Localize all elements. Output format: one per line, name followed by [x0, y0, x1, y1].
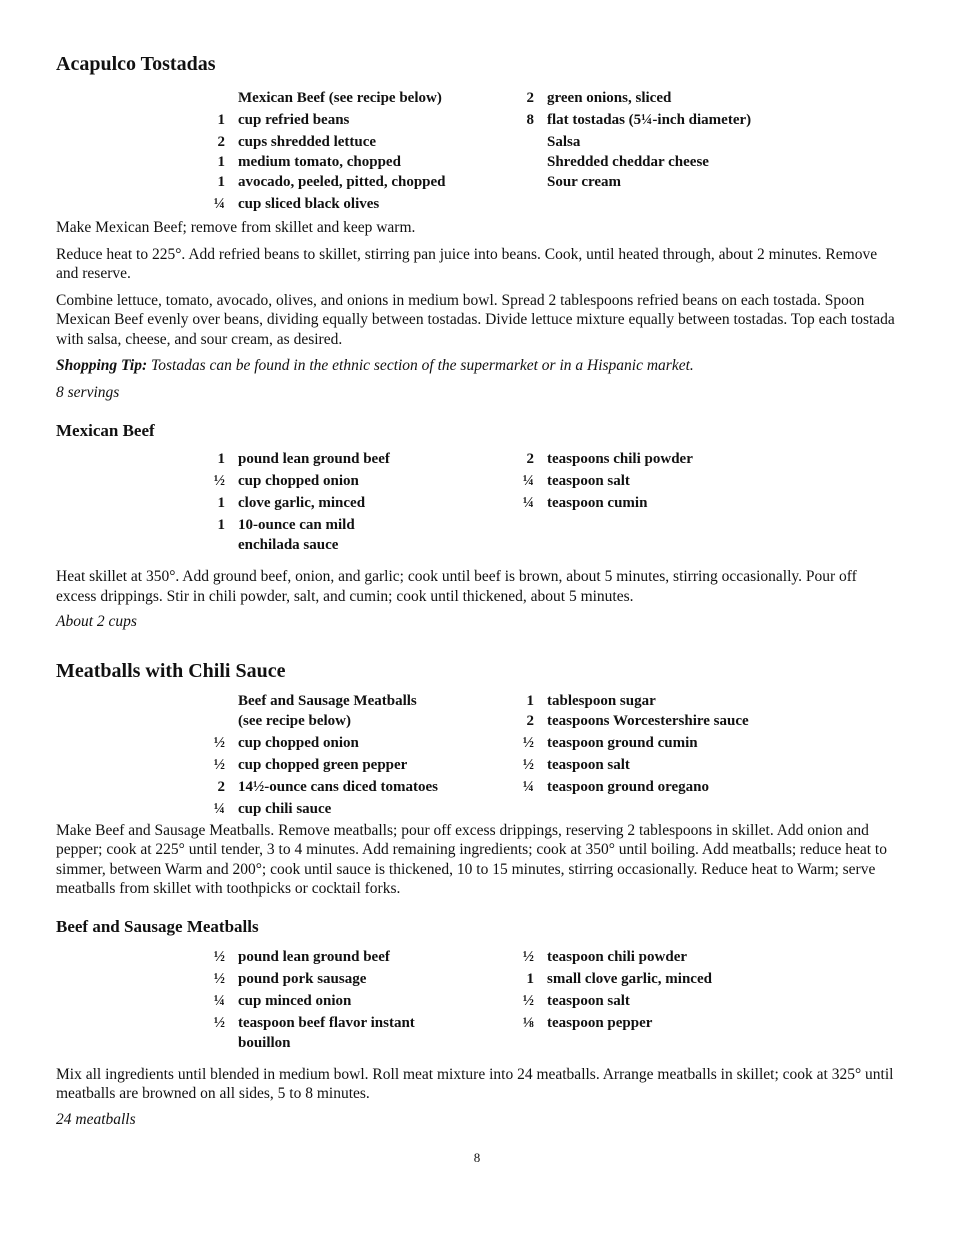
instruction-paragraph: Mix all ingredients until blended in medium bowl. Roll meat mixture into 24 meatballs. Arrange meatballs in skillet; cook at 325° until meatballs are browned on all sides, 5 to 8 minutes.: [56, 1065, 894, 1102]
ingredient-qty: ¼: [522, 495, 534, 511]
ingredient-text: cup chopped green pepper: [238, 756, 408, 773]
ingredient-qty: ¼: [522, 778, 534, 795]
ingredient-qty: [206, 691, 238, 731]
recipe-yield: About 2 cups: [56, 613, 137, 630]
ingredient-qty: ½: [213, 756, 225, 773]
ingredient-text: teaspoon ground cumin: [547, 734, 698, 751]
ingredient-qty: ½: [213, 970, 225, 987]
ingredient-text: teaspoon pepper: [547, 1014, 653, 1031]
ingredient-row: [206, 493, 515, 513]
ingredient-qty: ½: [522, 948, 534, 965]
ingredient-qty: ½: [213, 473, 225, 489]
recipe-title: Beef and Sausage Meatballs: [56, 916, 259, 936]
instruction-paragraph: Make Mexican Beef; remove from skillet and keep warm.: [56, 219, 416, 236]
ingredient-qty: 1: [526, 970, 534, 987]
ingredient-text: teaspoon beef flavor instant bouillon: [238, 1014, 415, 1051]
ingredient-qty: ¼: [213, 800, 225, 817]
ingredient-text: pound lean ground beef: [238, 948, 390, 965]
ingredient-qty: 1: [217, 517, 225, 533]
ingredient-qty: 1: [217, 174, 225, 190]
ingredient-row: [515, 88, 824, 108]
ingredient-row: [206, 88, 515, 108]
ingredient-text: Shredded cheddar cheese: [547, 154, 709, 170]
ingredient-row: [206, 449, 515, 469]
ingredient-text: cup chili sauce: [238, 800, 332, 817]
ingredient-qty: ½: [213, 734, 225, 751]
ingredient-qty: ½: [522, 756, 534, 773]
ingredient-row: [515, 1013, 824, 1033]
ingredient-row: [206, 799, 515, 819]
ingredient-text: flat tostadas (5¼-inch diameter): [547, 112, 752, 128]
ingredient-row: [206, 691, 515, 731]
ingredient-row: [206, 471, 515, 491]
recipe-title: Acapulco Tostadas: [56, 53, 216, 75]
recipe-title: Mexican Beef: [56, 421, 155, 440]
ingredient-text: clove garlic, minced: [238, 495, 366, 511]
ingredient-row: [206, 110, 515, 130]
ingredient-text: 14½-ounce cans diced tomatoes: [238, 778, 438, 795]
ingredient-text: teaspoon salt: [547, 473, 630, 489]
ingredient-row: [515, 172, 824, 192]
recipe-page: [56, 50, 898, 1129]
ingredient-qty: ¼: [213, 196, 225, 212]
ingredient-row: [206, 172, 515, 192]
ingredient-qty: [515, 152, 547, 172]
ingredient-text: teaspoon cumin: [547, 495, 648, 511]
ingredient-text: Salsa: [547, 134, 581, 150]
ingredient-qty: 2: [526, 90, 534, 106]
ingredient-text: cup refried beans: [238, 112, 350, 128]
page-number: 8: [473, 1150, 481, 1165]
ingredient-row: [206, 132, 515, 152]
ingredient-qty: 2: [526, 451, 534, 467]
ingredient-qty: [515, 172, 547, 192]
ingredient-list: [56, 88, 898, 216]
ingredient-row: [206, 755, 515, 775]
recipe-title: Meatballs with Chili Sauce: [56, 659, 286, 682]
instruction-paragraph: Heat skillet at 350°. Add ground beef, onion, and garlic; cook until beef is brown, about 5 minutes, stirring occasionally. Pour off excess drippings. Stir in chili powder, salt, and cumin; cook until thickened, about 5 minutes.: [56, 568, 857, 605]
ingredient-text: cup chopped onion: [238, 734, 359, 751]
ingredient-row: [206, 152, 515, 172]
ingredient-row: [515, 733, 824, 753]
ingredient-qty: 1: [217, 154, 225, 170]
ingredient-row: [515, 991, 824, 1011]
ingredient-text: green onions, sliced: [547, 90, 672, 106]
ingredient-column-left: [206, 449, 515, 557]
ingredient-column-left: [206, 691, 515, 821]
recipe-beef-sausage-meatballs: [56, 915, 898, 1130]
ingredient-qty: 1: [526, 692, 534, 709]
ingredient-text: teaspoons chili powder: [547, 451, 693, 467]
ingredient-qty: ½: [213, 948, 225, 965]
ingredient-row: [206, 991, 515, 1011]
ingredient-qty: [206, 88, 238, 108]
recipe-mexican-beef: [56, 419, 898, 632]
ingredient-row: [206, 777, 515, 797]
ingredient-column-left: [206, 88, 515, 216]
recipe-yield: 8 servings: [56, 383, 120, 401]
ingredient-text: teaspoon salt: [547, 756, 630, 773]
tip-label: Shopping Tip:: [56, 357, 148, 374]
ingredient-text: teaspoon chili powder: [547, 948, 688, 965]
ingredient-column-right: [515, 88, 824, 216]
ingredient-row: [206, 947, 515, 967]
ingredient-list: [56, 449, 898, 557]
ingredient-row: [206, 969, 515, 989]
ingredient-qty: ½: [522, 992, 534, 1009]
ingredient-row: [515, 152, 824, 172]
instruction-paragraph: Reduce heat to 225°. Add refried beans to skillet, stirring pan juice into beans. Cook, until heated through, about 2 minutes. Remove and reserve.: [56, 245, 878, 282]
ingredient-row: [515, 777, 824, 797]
recipe-meatballs-chili-sauce: [56, 657, 898, 899]
ingredient-text: cup sliced black olives: [238, 196, 380, 212]
ingredient-column-right: [515, 947, 824, 1055]
ingredient-text: medium tomato, chopped: [238, 154, 401, 170]
ingredient-text: pound lean ground beef: [238, 451, 390, 467]
ingredient-text: teaspoon ground oregano: [547, 778, 709, 795]
ingredient-qty: 2: [217, 134, 225, 150]
tip-text: Tostadas can be found in the ethnic section of the supermarket or in a Hispanic market.: [151, 357, 694, 374]
recipe-acapulco-tostadas: [56, 50, 898, 402]
ingredient-text: 10-ounce can mild enchilada sauce: [238, 517, 355, 553]
ingredient-text: Mexican Beef (see recipe below): [238, 90, 442, 106]
ingredient-qty: ¼: [522, 473, 534, 489]
ingredient-text: Sour cream: [547, 174, 622, 190]
ingredient-column-right: [515, 691, 824, 821]
ingredient-qty: 8: [526, 112, 534, 128]
ingredient-row: [515, 711, 824, 731]
ingredient-column-right: [515, 449, 824, 557]
ingredient-row: [515, 471, 824, 491]
ingredient-text: Beef and Sausage Meatballs (see recipe below): [238, 692, 417, 729]
instruction-paragraph: Make Beef and Sausage Meatballs. Remove meatballs; pour off excess drippings, reserving 2 tablespoons in skillet. Add onion and pepper; cook at 225° until tender, 3 to 4 minutes. Add remaining ingredients; cook at 350° until boiling. Add meatballs; reduce heat to simmer, between Warm and 200°; cook until sauce is thickened, 10 to 15 minutes, stirring occasionally. Reduce heat to Warm; serve meatballs from skillet with toothpicks or cocktail forks.: [56, 821, 887, 897]
ingredient-list: [56, 691, 898, 821]
ingredient-row: [206, 1013, 515, 1053]
ingredient-row: [515, 132, 824, 152]
ingredient-row: [206, 733, 515, 753]
ingredient-row: [515, 947, 824, 967]
ingredient-list: [56, 947, 898, 1055]
ingredient-qty: ⅛: [522, 1014, 534, 1031]
ingredient-row: [206, 515, 515, 555]
ingredient-text: cups shredded lettuce: [238, 134, 377, 150]
instruction-paragraph: Combine lettuce, tomato, avocado, olives, and onions in medium bowl. Spread 2 tablespoons refried beans on each tostada. Spoon Mexican Beef evenly over beans, dividing equally between tostadas. Divide lettuce mixture equally between tostadas. Top each tostada with salsa, cheese, and sour cream, as desired.: [56, 291, 895, 348]
ingredient-qty: 1: [217, 451, 225, 467]
ingredient-row: [515, 969, 824, 989]
ingredient-qty: 1: [217, 495, 225, 511]
ingredient-text: teaspoons Worcestershire sauce: [547, 712, 749, 729]
ingredient-qty: ½: [213, 1014, 225, 1031]
ingredient-qty: 2: [217, 778, 225, 795]
ingredient-qty: ½: [522, 734, 534, 751]
ingredient-row: [515, 691, 824, 711]
ingredient-qty: ¼: [213, 992, 225, 1009]
ingredient-text: cup chopped onion: [238, 473, 359, 489]
ingredient-text: pound pork sausage: [238, 970, 367, 987]
ingredient-qty: 2: [526, 712, 534, 729]
ingredient-text: cup minced onion: [238, 992, 352, 1009]
recipe-yield: 24 meatballs: [56, 1110, 136, 1128]
ingredient-row: [515, 449, 824, 469]
ingredient-qty: 1: [217, 112, 225, 128]
ingredient-text: small clove garlic, minced: [547, 970, 712, 987]
ingredient-text: teaspoon salt: [547, 992, 630, 1009]
shopping-tip: [56, 356, 898, 376]
ingredient-row: [206, 194, 515, 214]
ingredient-row: [515, 110, 824, 130]
ingredient-row: [515, 755, 824, 775]
ingredient-qty: [515, 132, 547, 152]
ingredient-text: avocado, peeled, pitted, chopped: [238, 174, 446, 190]
ingredient-row: [515, 493, 824, 513]
ingredient-text: tablespoon sugar: [547, 692, 656, 709]
ingredient-column-left: [206, 947, 515, 1055]
